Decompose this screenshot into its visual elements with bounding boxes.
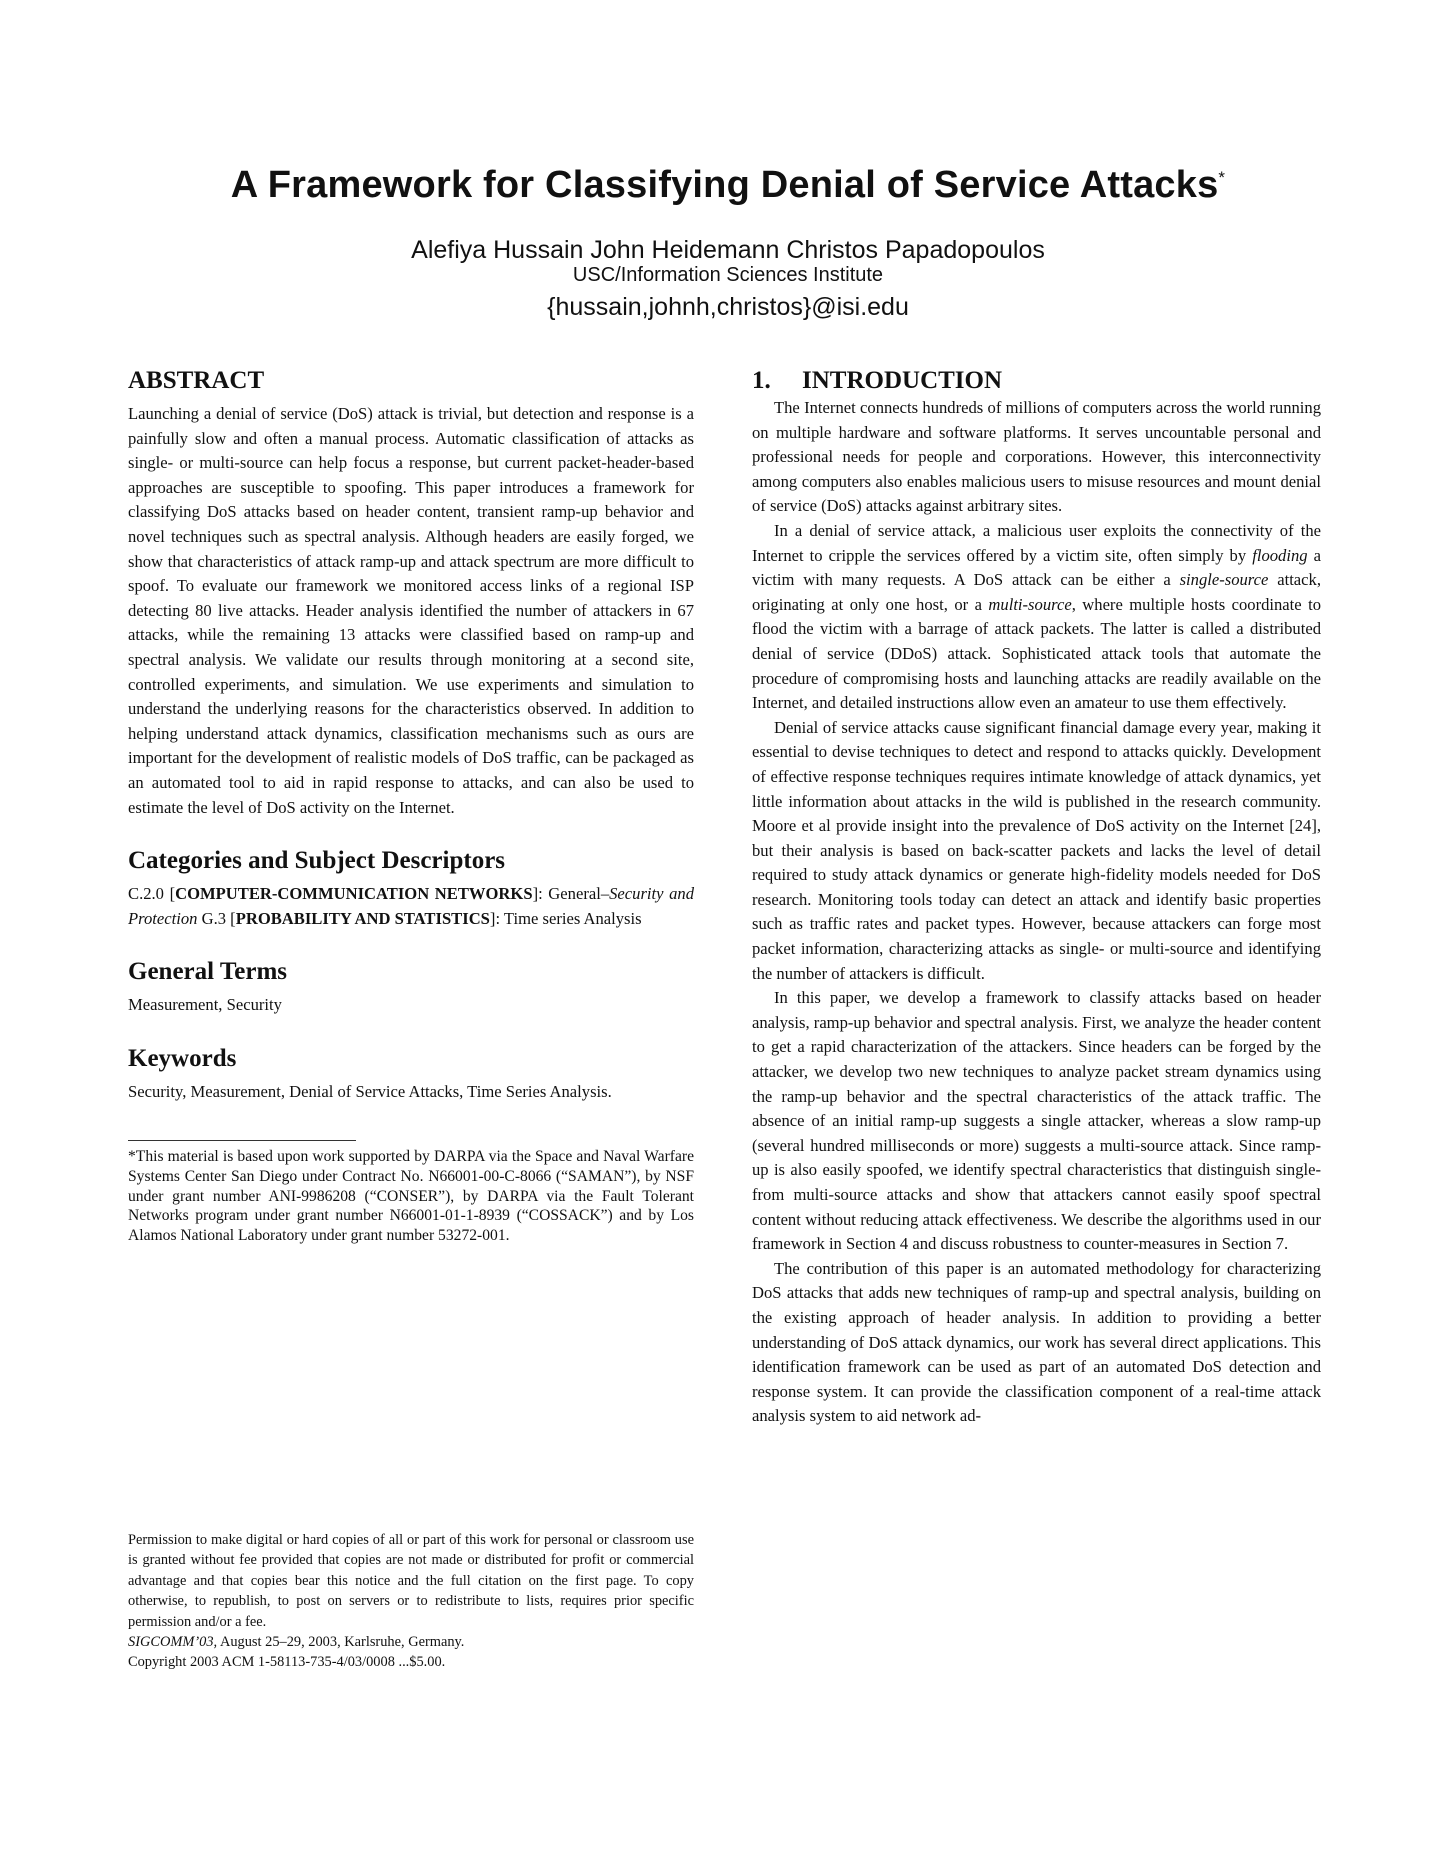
general-terms-heading: General Terms [128, 958, 288, 986]
categories-heading: Categories and Subject Descriptors [128, 847, 506, 875]
keywords-text: Security, Measurement, Denial of Service Attacks, Time Series Analysis. [128, 1081, 612, 1101]
paper-title [0, 164, 1456, 207]
title-footnote-mark: * [1218, 168, 1226, 187]
title-text: A Framework for Classifying Denial of Service Attacks [230, 164, 1219, 206]
abstract-heading: ABSTRACT [128, 367, 265, 394]
conference-line: SIGCOMM’03, August 25–29, 2003, Karlsruhe, Germany. [128, 1634, 465, 1651]
permission-text: Permission to make digital or hard copies of all or part of this work for personal or classroom use is granted without fee provided that copies are not made or distributed for profit or commercial advantage and that copies bear this notice and the full citation on the first page. To copy otherwise, to republish, to post on servers or to redistribute to lists, requires prior specific permission and/or a fee. [128, 1532, 694, 1630]
intro-paragraph-5: The contribution of this paper is an automated methodology for characterizing DoS attacks that adds new techniques of ramp-up and spectral analysis, building on the existing approach of header analysis. In addition to providing a better understanding of DoS attack dynamics, our work has several direct applications. This identification framework can be used as part of an automated DoS detection and response system. It can provide the classification component of a real-time attack analysis system to aid network ad- [752, 1258, 1321, 1426]
funding-footnote: *This material is based upon work supported by DARPA via the Space and Naval Warfare Systems Center San Diego under Contract No. N66001-00-C-8066 (“SAMAN”), by NSF under grant number ANI-9986208 (“CONSER”), by DARPA via the Fault Tolerant Networks program under grant number N66001-01-1-8939 (“COSSACK”) and by Los Alamos National Laboratory under grant number 53272-001. [128, 1148, 694, 1244]
intro-paragraph-3: Denial of service attacks cause significant financial damage every year, making it essential to devise techniques to detect and respond to attacks quickly. Development of effective response techniques requires intimate knowledge of attack dynamics, yet little information about attacks in the wild is published in the research community. Moore et al provide insight into the prevalence of DoS activity on the Internet [24], but their analysis is based on back-scatter packets and lacks the level of detail required to study attack dynamics or generate high-fidelity models needed for DoS research. Monitoring tools today can detect an attack and identify basic properties such as traffic rates and packet types. However, because attackers can forge most packet information, characterizing attacks as single- or multi-source and identifying the number of attackers is difficult. [752, 717, 1321, 983]
permission-notice [128, 1530, 694, 1673]
footnote-rule [128, 1140, 356, 1141]
left-column [128, 366, 694, 1245]
author-list: Alefiya Hussain John Heidemann Christos Papadopoulos [411, 236, 1045, 264]
introduction-heading: 1. INTRODUCTION [752, 367, 1003, 394]
intro-paragraph-1: The Internet connects hundreds of millions of computers across the world running on multiple hardware and software platforms. It serves uncountable personal and professional needs for people and corporations. However, this interconnectivity among computers also enables malicious users to misuse resources and mount denial of service (DoS) attacks against arbitrary sites. [752, 398, 1321, 516]
keywords-heading: Keywords [128, 1044, 237, 1072]
author-email: {hussain,johnh,christos}@isi.edu [547, 293, 909, 321]
categories-text: C.2.0 [COMPUTER-COMMUNICATION NETWORKS]: General–Security and Protection G.3 [PROBABILITY AND STATISTICS]: Time series Analysis [128, 884, 694, 928]
right-column [752, 366, 1321, 1429]
intro-paragraph-2: In a denial of service attack, a malicious user exploits the connectivity of the Internet to cripple the services offered by a victim site, often simply by flooding a victim with many requests. A DoS attack can be either a single-source attack, originating at only one host, or a multi-source, where multiple hosts coordinate to flood the victim with a barrage of attack packets. The latter is called a distributed denial of service (DDoS) attack. Sophisticated attack tools that automate the procedure of compromising hosts and launching attacks are readily available on the Internet, and detailed instructions allow even an amateur to use them effectively. [752, 520, 1321, 713]
copyright-line: Copyright 2003 ACM 1-58113-735-4/03/0008 ...$5.00. [128, 1654, 446, 1671]
affiliation: USC/Information Sciences Institute [572, 264, 884, 286]
intro-paragraph-4: In this paper, we develop a framework to classify attacks based on header analysis, ramp-up behavior and spectral analysis. First, we analyze the header content to get a rapid characterization of the attackers. Since headers can be forged by the attacker, we develop two new techniques to analyze packet stream dynamics using the ramp-up behavior and the spectral characteristics of the attack traffic. The absence of an initial ramp-up suggests a single attacker, whereas a slow ramp-up (several hundred milliseconds or more) suggests a multi-source attack. Since ramp-up is also easily spoofed, we identify spectral characteristics that distinguish single- from multi-source attacks and show that attackers cannot easily spoof spectral content without reducing attack effectiveness. We describe the algorithms used in our framework in Section 4 and discuss robustness to counter-measures in Section 7. [752, 988, 1321, 1254]
general-terms-text: Measurement, Security [128, 995, 282, 1015]
abstract-text: Launching a denial of service (DoS) attack is trivial, but detection and response is a painfully slow and often a manual process. Automatic classification of attacks as single- or multi-source can help focus a response, but current packet-header-based approaches are susceptible to spoofing. This paper introduces a framework for classifying DoS attacks based on header content, transient ramp-up behavior and novel techniques such as spectral analysis. Although headers are easily forged, we show that characteristics of attack ramp-up and attack spectrum are more difficult to spoof. To evaluate our framework we monitored access links of a regional ISP detecting 80 live attacks. Header analysis identified the number of attackers in 67 attacks, while the remaining 13 attacks were classified based on ramp-up and spectral analysis. We validate our results through monitoring at a second site, controlled experiments, and simulation. We use experiments and simulation to understand the underlying reasons for the characteristics observed. In addition to helping understand attack dynamics, classification mechanisms such as ours are important for the development of realistic models of DoS traffic, can be packaged as an automated tool to aid in rapid response to attacks, and can also be used to estimate the level of DoS activity on the Internet. [128, 404, 694, 817]
